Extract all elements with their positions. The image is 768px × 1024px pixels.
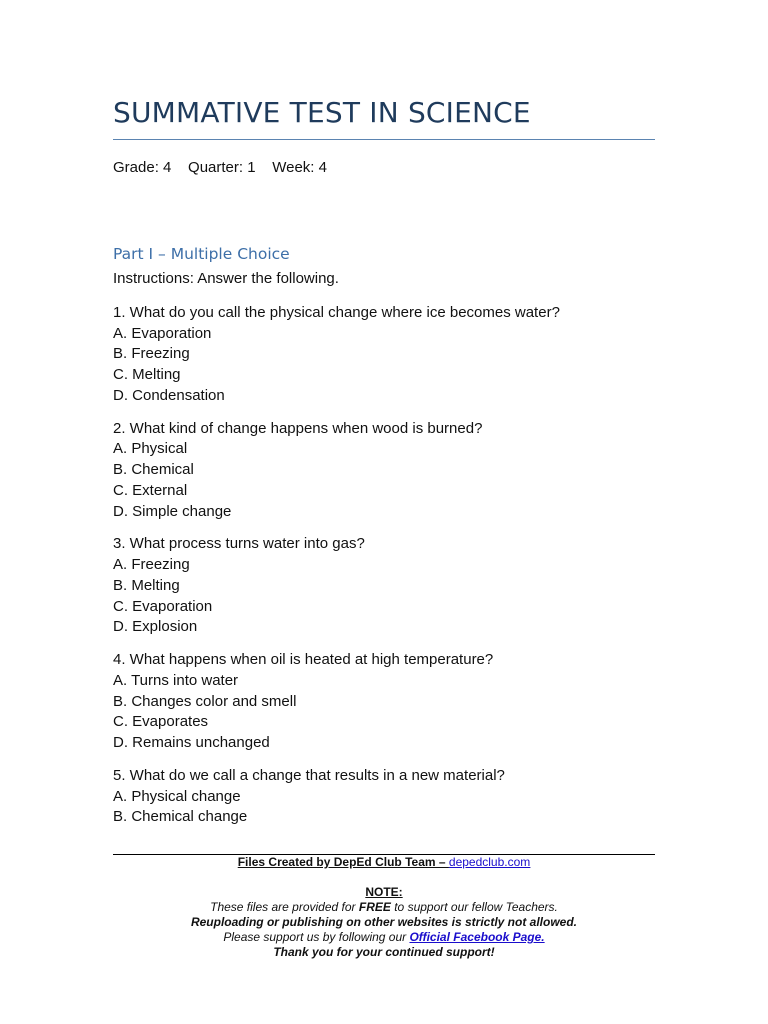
credit-text: Files Created by DepEd Club Team –: [237, 855, 449, 869]
answer-option: C. Evaporation: [113, 597, 213, 615]
answer-option: C. Evaporates: [113, 713, 209, 731]
answer-option: C. Melting: [113, 366, 181, 384]
note-line-warning: Reuploading or publishing on other websites is strictly not allowed.: [190, 915, 578, 929]
question-list: [113, 303, 673, 840]
answer-option: B. Freezing: [113, 345, 190, 363]
question-2: [113, 419, 673, 523]
facebook-page-link[interactable]: Official Facebook Page.: [409, 930, 545, 944]
answer-option: A. Physical: [113, 440, 188, 458]
page-title: SUMMATIVE TEST IN SCIENCE: [113, 96, 531, 129]
depedclub-link[interactable]: depedclub.com: [448, 855, 531, 869]
answer-option: B. Chemical change: [113, 808, 248, 826]
answer-option: D. Condensation: [113, 386, 225, 404]
footer: [113, 855, 655, 960]
note-line-support: [113, 930, 655, 945]
footer-credit: [113, 855, 655, 870]
answer-option: A. Turns into water: [113, 671, 239, 689]
answer-option: A. Physical change: [113, 787, 241, 805]
note-text: to support our fellow Teachers.: [390, 900, 558, 914]
question-5: [113, 766, 673, 828]
question-prompt: 5. What do we call a change that results in a new material?: [113, 766, 505, 784]
title-divider: [113, 139, 655, 140]
question-prompt: 3. What process turns water into gas?: [113, 535, 365, 553]
answer-option: A. Evaporation: [113, 324, 212, 342]
section-heading-part1: Part I – Multiple Choice: [113, 245, 290, 263]
note-line-free: [113, 900, 655, 915]
note-text: Please support us by following our: [223, 930, 410, 944]
question-1: [113, 303, 673, 407]
note-free: FREE: [358, 900, 391, 914]
grade-quarter-week: Grade: 4 Quarter: 1 Week: 4: [113, 159, 327, 176]
answer-option: D. Simple change: [113, 502, 232, 520]
answer-option: C. External: [113, 481, 188, 499]
question-prompt: 1. What do you call the physical change where ice becomes water?: [113, 304, 560, 321]
question-prompt: 4. What happens when oil is heated at high temperature?: [113, 651, 494, 669]
note-label: NOTE:: [365, 885, 403, 899]
note-line-thanks: Thank you for your continued support!: [273, 945, 495, 959]
question-prompt: 2. What kind of change happens when wood is burned?: [113, 419, 483, 437]
answer-option: A. Freezing: [113, 556, 190, 574]
answer-option: D. Explosion: [113, 618, 198, 636]
question-4: [113, 650, 673, 754]
answer-option: B. Chemical: [113, 461, 194, 479]
answer-option: D. Remains unchanged: [113, 733, 270, 751]
note-text: These files are provided for: [210, 900, 359, 914]
answer-option: B. Changes color and smell: [113, 692, 297, 710]
instructions: Instructions: Answer the following.: [113, 270, 339, 287]
question-3: [113, 534, 673, 638]
answer-option: B. Melting: [113, 576, 180, 594]
